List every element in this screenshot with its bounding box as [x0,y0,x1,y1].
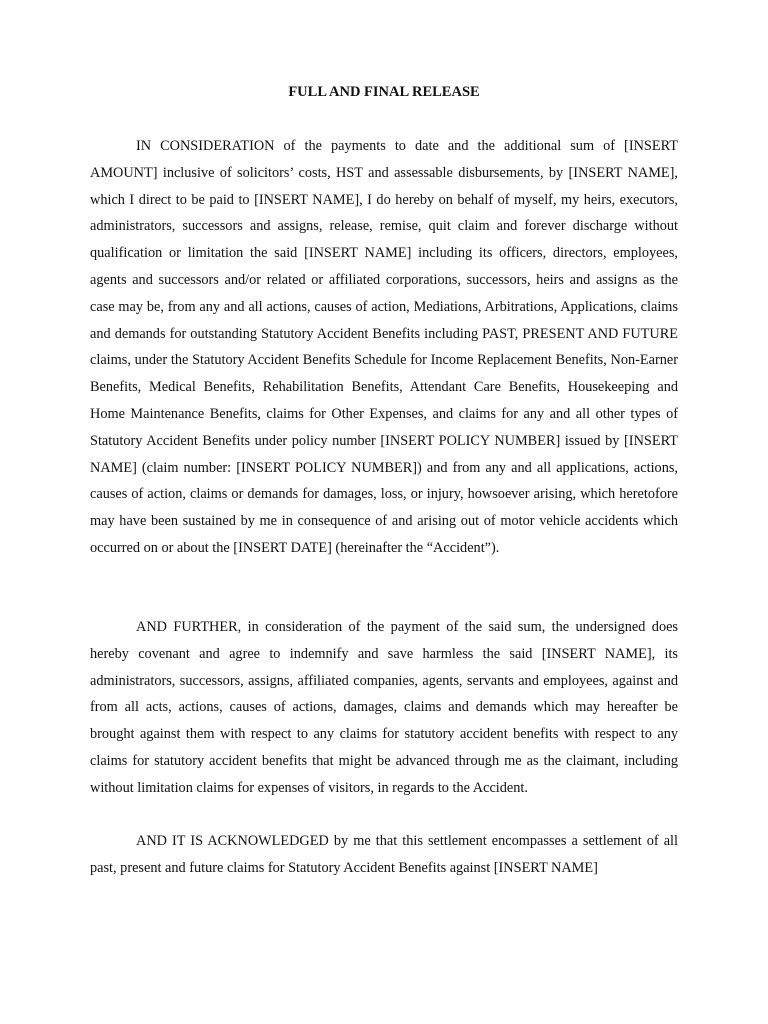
release-paragraph-indemnity: AND FURTHER, in consideration of the payment of the said sum, the undersigned does hereby covenant and agree to indemnify and save harmless the said [INSERT NAME], its administrators, successors, assigns, affiliated companies, agents, servants and employees, against and from all acts, actions, causes of actions, damages, claims and demands which may hereafter be brought against them with respect to any claims for statutory accident benefits with respect to any claims for statutory accident benefits that might be advanced through me as the claimant, including without limitation claims for expenses of visitors, in regards to the Accident. [90,619,678,796]
document-title: FULL AND FINAL RELEASE [288,84,480,100]
release-paragraph-consideration: IN CONSIDERATION of the payments to date and the additional sum of [INSERT AMOUNT] inclusive of solicitors’ costs, HST and assessable disbursements, by [INSERT NAME], which I direct to be paid to [INSERT NAME], I do hereby on behalf of myself, my heirs, executors, administrators, successors and assigns, release, remise, quit claim and forever discharge without qualification or limitation the said [INSERT NAME] including its officers, directors, employees, agents and successors and/or related or affiliated corporations, successors, heirs and assigns as the case may be, from any and all actions, causes of action, Mediations, Arbitrations, Applications, claims and demands for outstanding Statutory Accident Benefits including PAST, PRESENT AND FUTURE claims, under the Statutory Accident Benefits Schedule for Income Replacement Benefits, Non-Earner Benefits, Medical Benefits, Rehabilitation Benefits, Attendant Care Benefits, Housekeeping and Home Maintenance Benefits, claims for Other Expenses, and claims for any and all other types of Statutory Accident Benefits under policy number [INSERT POLICY NUMBER] issued by [INSERT NAME] (claim number: [INSERT POLICY NUMBER]) and from any and all applications, actions, causes of action, claims or demands for damages, loss, or injury, howsoever arising, which heretofore may have been sustained by me in consequence of and arising out of motor vehicle accidents which occurred on or about the [INSERT DATE] (hereinafter the “Accident”). [90,138,678,556]
release-paragraph-acknowledgement: AND IT IS ACKNOWLEDGED by me that this settlement encompasses a settlement of all past, present and future claims for Statutory Accident Benefits against [INSERT NAME] [90,833,678,876]
